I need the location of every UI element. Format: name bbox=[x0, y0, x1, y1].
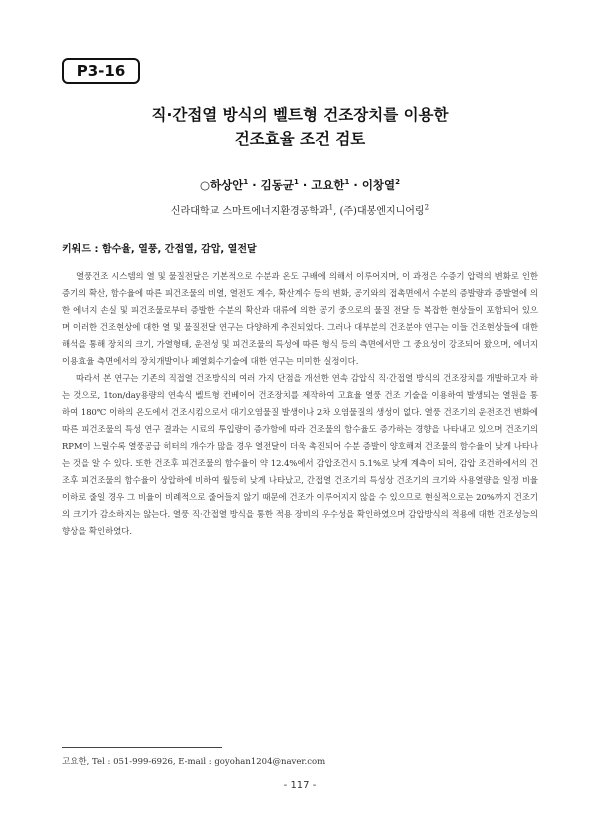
author-separator: · bbox=[298, 178, 312, 192]
paper-title-line2: 건조효율 조건 검토 bbox=[234, 130, 366, 148]
affiliation-index: 1 bbox=[328, 203, 334, 212]
affiliation-separator: , bbox=[333, 206, 340, 217]
author-name: 고요한 bbox=[311, 178, 345, 192]
abstract-body bbox=[62, 268, 538, 540]
author-separator: · bbox=[248, 178, 261, 192]
author-separator: · bbox=[349, 178, 362, 192]
author-affiliation-index: 1 bbox=[344, 178, 350, 187]
abstract-paragraph-1: 열풍건조 시스템의 열 및 물질전달은 기본적으로 수분과 온도 구배에 의해서 이루어지며, 이 과정은 수증기 압력의 변화로 인한 증기의 확산, 함수율에 따른 피건조물의 비열, 열전도 계수, 확산계수 등의 변화, 공기와의 접촉면에서 수분의 증발량과 증발열에 의한 에너지 손실 및 피건조물로부터 증발한 수분의 확산과 대류에 의한 공기 중으로의 물질 전달 등 복잡한 현상들이 포함되어 있으며 이러한 건조현상에 대한 열 및 물질전달 연구는 다양하게 추진되었다. 그러나 대부분의 건조분야 연구는 이들 건조현상들에 대한 해석을 통해 장치의 크기, 가열형태, 운전성 및 피건조물의 특성에 따른 형식 등의 측면에서만 그 중요성이 강조되어 왔으며, 에너지 이용효율 측면에서의 장치개발이나 폐열회수기술에 대한 연구는 미미한 실정이다. bbox=[62, 271, 538, 366]
author-name: 김동균 bbox=[260, 178, 294, 192]
author-affiliation-index: 2 bbox=[395, 178, 401, 187]
affiliation-org: 신라대학교 스마트에너지환경공학과 bbox=[170, 206, 329, 217]
paper-code-badge: P3-16 bbox=[62, 58, 140, 84]
abstract-paragraph-2: 따라서 본 연구는 기존의 직접열 건조방식의 여러 가지 단점을 개선한 연속 감압식 직·간접열 방식의 건조장치를 개발하고자 하는 것으로, 1ton/day용량의 연속식 벨트형 컨베이어 건조장치를 제작하여 고효율 열풍 건조 기술을 이용하여 발생되는 열원을 통하여 180℃ 이하의 온도에서 건조시킴으로서 대기오염물질 발생이나 2차 오염물질의 생성이 없다. 열풍 건조기의 운전조건 변화에 따른 피건조물의 특성 연구 결과는 시료의 투입량이 증가함에 따라 건조물의 함수율도 증가하는 경향을 나타내고 있으며 건조기의 RPM이 느릴수록 열풍공급 히터의 개수가 많을 경우 열전달이 더욱 촉진되어 수분 증발이 양호해져 건조물의 함수율이 낮게 나타나는 것을 알 수 있다. 또한 건조후 피건조물의 함수율이 약 12.4%에서 감압조건시 5.1%로 낮게 계측이 되어, 감압 조건하에서의 건조후 피건조물의 함수율이 상압하에 비하여 월등히 낮게 나타났고, 간접열 건조기의 특성상 건조기의 크기와 사용열량을 일정 비율 이하로 줄일 경우 그 비율이 비례적으로 줄어들지 않기 때문에 건조가 이루어지지 않을 수 있으므로 현실적으로는 20%까지 건조기의 크기가 감소하지는 않는다. 열풍 직·간접열 방식을 통한 적용 장비의 우수성을 확인하였으며 감압방식의 적용에 대한 건조성능의 향상을 확인하였다. bbox=[62, 373, 538, 536]
author-affiliation-index: 1 bbox=[243, 178, 249, 187]
affiliation-index: 2 bbox=[424, 203, 430, 212]
author-name: 하상안 bbox=[210, 178, 244, 192]
author-list bbox=[60, 177, 540, 193]
contact-footnote: 고요한, Tel : 051-999-6926, E-mail : goyohan1204@naver.com bbox=[62, 757, 326, 767]
paper-title-line1: 직·간접열 방식의 벨트형 건조장치를 이용한 bbox=[151, 106, 449, 124]
affiliation-org: (주)대봉엔지니어링 bbox=[339, 206, 425, 217]
author-name: 이창열 bbox=[361, 178, 396, 192]
footnote-divider bbox=[62, 747, 222, 748]
presenter-marker: ○ bbox=[199, 178, 211, 192]
affiliation-line bbox=[60, 202, 540, 217]
author-affiliation-index: 1 bbox=[293, 178, 299, 187]
page-number: - 117 - bbox=[283, 780, 317, 791]
keywords-line: 키워드 : 함수율, 열풍, 간접열, 감압, 열전달 bbox=[62, 244, 257, 255]
